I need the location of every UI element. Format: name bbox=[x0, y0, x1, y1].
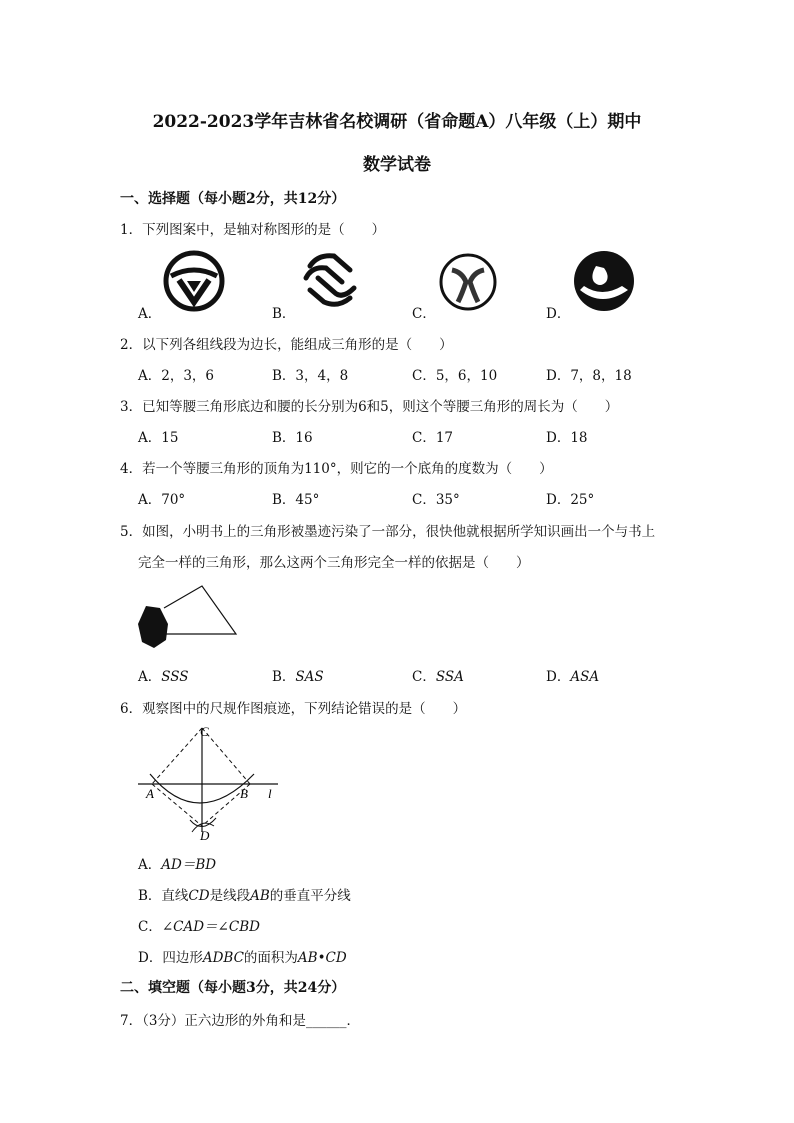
section-1-heading: 一、选择题（每小题2分，共12分） bbox=[120, 191, 346, 207]
q1-option-b: B． bbox=[272, 306, 296, 322]
compass-construction-figure bbox=[136, 722, 282, 846]
q6-option-a: A．AD＝BD bbox=[138, 857, 217, 873]
q2-option-c: C．5，6，10 bbox=[412, 368, 498, 384]
water-logo-icon bbox=[572, 250, 636, 312]
dongfeng-logo-icon bbox=[438, 252, 498, 312]
label-c: C bbox=[200, 724, 209, 739]
question-4-stem: 4．若一个等腰三角形的顶角为110°，则它的一个底角的度数为（ ） bbox=[120, 461, 553, 477]
label-a: A bbox=[146, 786, 154, 801]
question-6-stem: 6．观察图中的尺规作图痕迹，下列结论错误的是（ ） bbox=[120, 701, 467, 717]
answer-blank: ______ bbox=[305, 1013, 347, 1029]
q3-option-a: A．15 bbox=[138, 430, 179, 446]
question-7: 7．（3分）正六边形的外角和是______． bbox=[120, 1013, 360, 1029]
label-l: l bbox=[268, 786, 272, 801]
q3-option-b: B．16 bbox=[272, 430, 313, 446]
ink-stained-triangle-figure bbox=[136, 584, 240, 652]
question-1-stem: 1．下列图案中，是轴对称图形的是（ ） bbox=[120, 222, 386, 238]
label-d: D bbox=[200, 828, 210, 843]
q5-option-b: B．SAS bbox=[272, 669, 324, 685]
q4-option-d: D．25° bbox=[546, 492, 595, 508]
q5-option-a: A．SSS bbox=[138, 669, 189, 685]
q6-option-d: D．四边形ADBC的面积为AB•CD bbox=[138, 950, 347, 966]
question-2-stem: 2．以下列各组线段为边长，能组成三角形的是（ ） bbox=[120, 337, 453, 353]
q5-option-c: C．SSA bbox=[412, 669, 464, 685]
q2-option-b: B．3，4，8 bbox=[272, 368, 349, 384]
q4-option-b: B．45° bbox=[272, 492, 320, 508]
q2-option-a: A．2，3，6 bbox=[138, 368, 215, 384]
q3-option-c: C．17 bbox=[412, 430, 454, 446]
question-5-stem-line-2: 完全一样的三角形，那么这两个三角形完全一样的依据是（ ） bbox=[138, 555, 530, 571]
q1-option-c: C． bbox=[412, 306, 436, 322]
q6-option-c: C．∠CAD＝∠CBD bbox=[138, 919, 260, 935]
q4-option-a: A．70° bbox=[138, 492, 186, 508]
section-2-heading: 二、填空题（每小题3分，共24分） bbox=[120, 980, 346, 996]
china-mobile-logo-icon bbox=[298, 248, 362, 312]
q6-option-b: B．直线CD是线段AB的垂直平分线 bbox=[138, 888, 351, 904]
title-line-1: 2022-2023学年吉林省名校调研（省命题A）八年级（上）期中 bbox=[152, 112, 642, 132]
question-3-stem: 3．已知等腰三角形底边和腰的长分别为6和5，则这个等腰三角形的周长为（ ） bbox=[120, 399, 619, 415]
q4-option-c: C．35° bbox=[412, 492, 460, 508]
q5-option-d: D．ASA bbox=[546, 669, 600, 685]
traffic-logo-icon bbox=[163, 250, 225, 312]
label-b: B bbox=[240, 786, 248, 801]
q1-option-a: A． bbox=[138, 306, 162, 322]
q2-option-d: D．7，8，18 bbox=[546, 368, 632, 384]
title-line-2: 数学试卷 bbox=[363, 155, 431, 175]
q3-option-d: D．18 bbox=[546, 430, 588, 446]
question-5-stem-line-1: 5．如图，小明书上的三角形被墨迹污染了一部分，很快他就根据所学知识画出一个与书上 bbox=[120, 524, 656, 540]
q1-option-d: D． bbox=[546, 306, 571, 322]
